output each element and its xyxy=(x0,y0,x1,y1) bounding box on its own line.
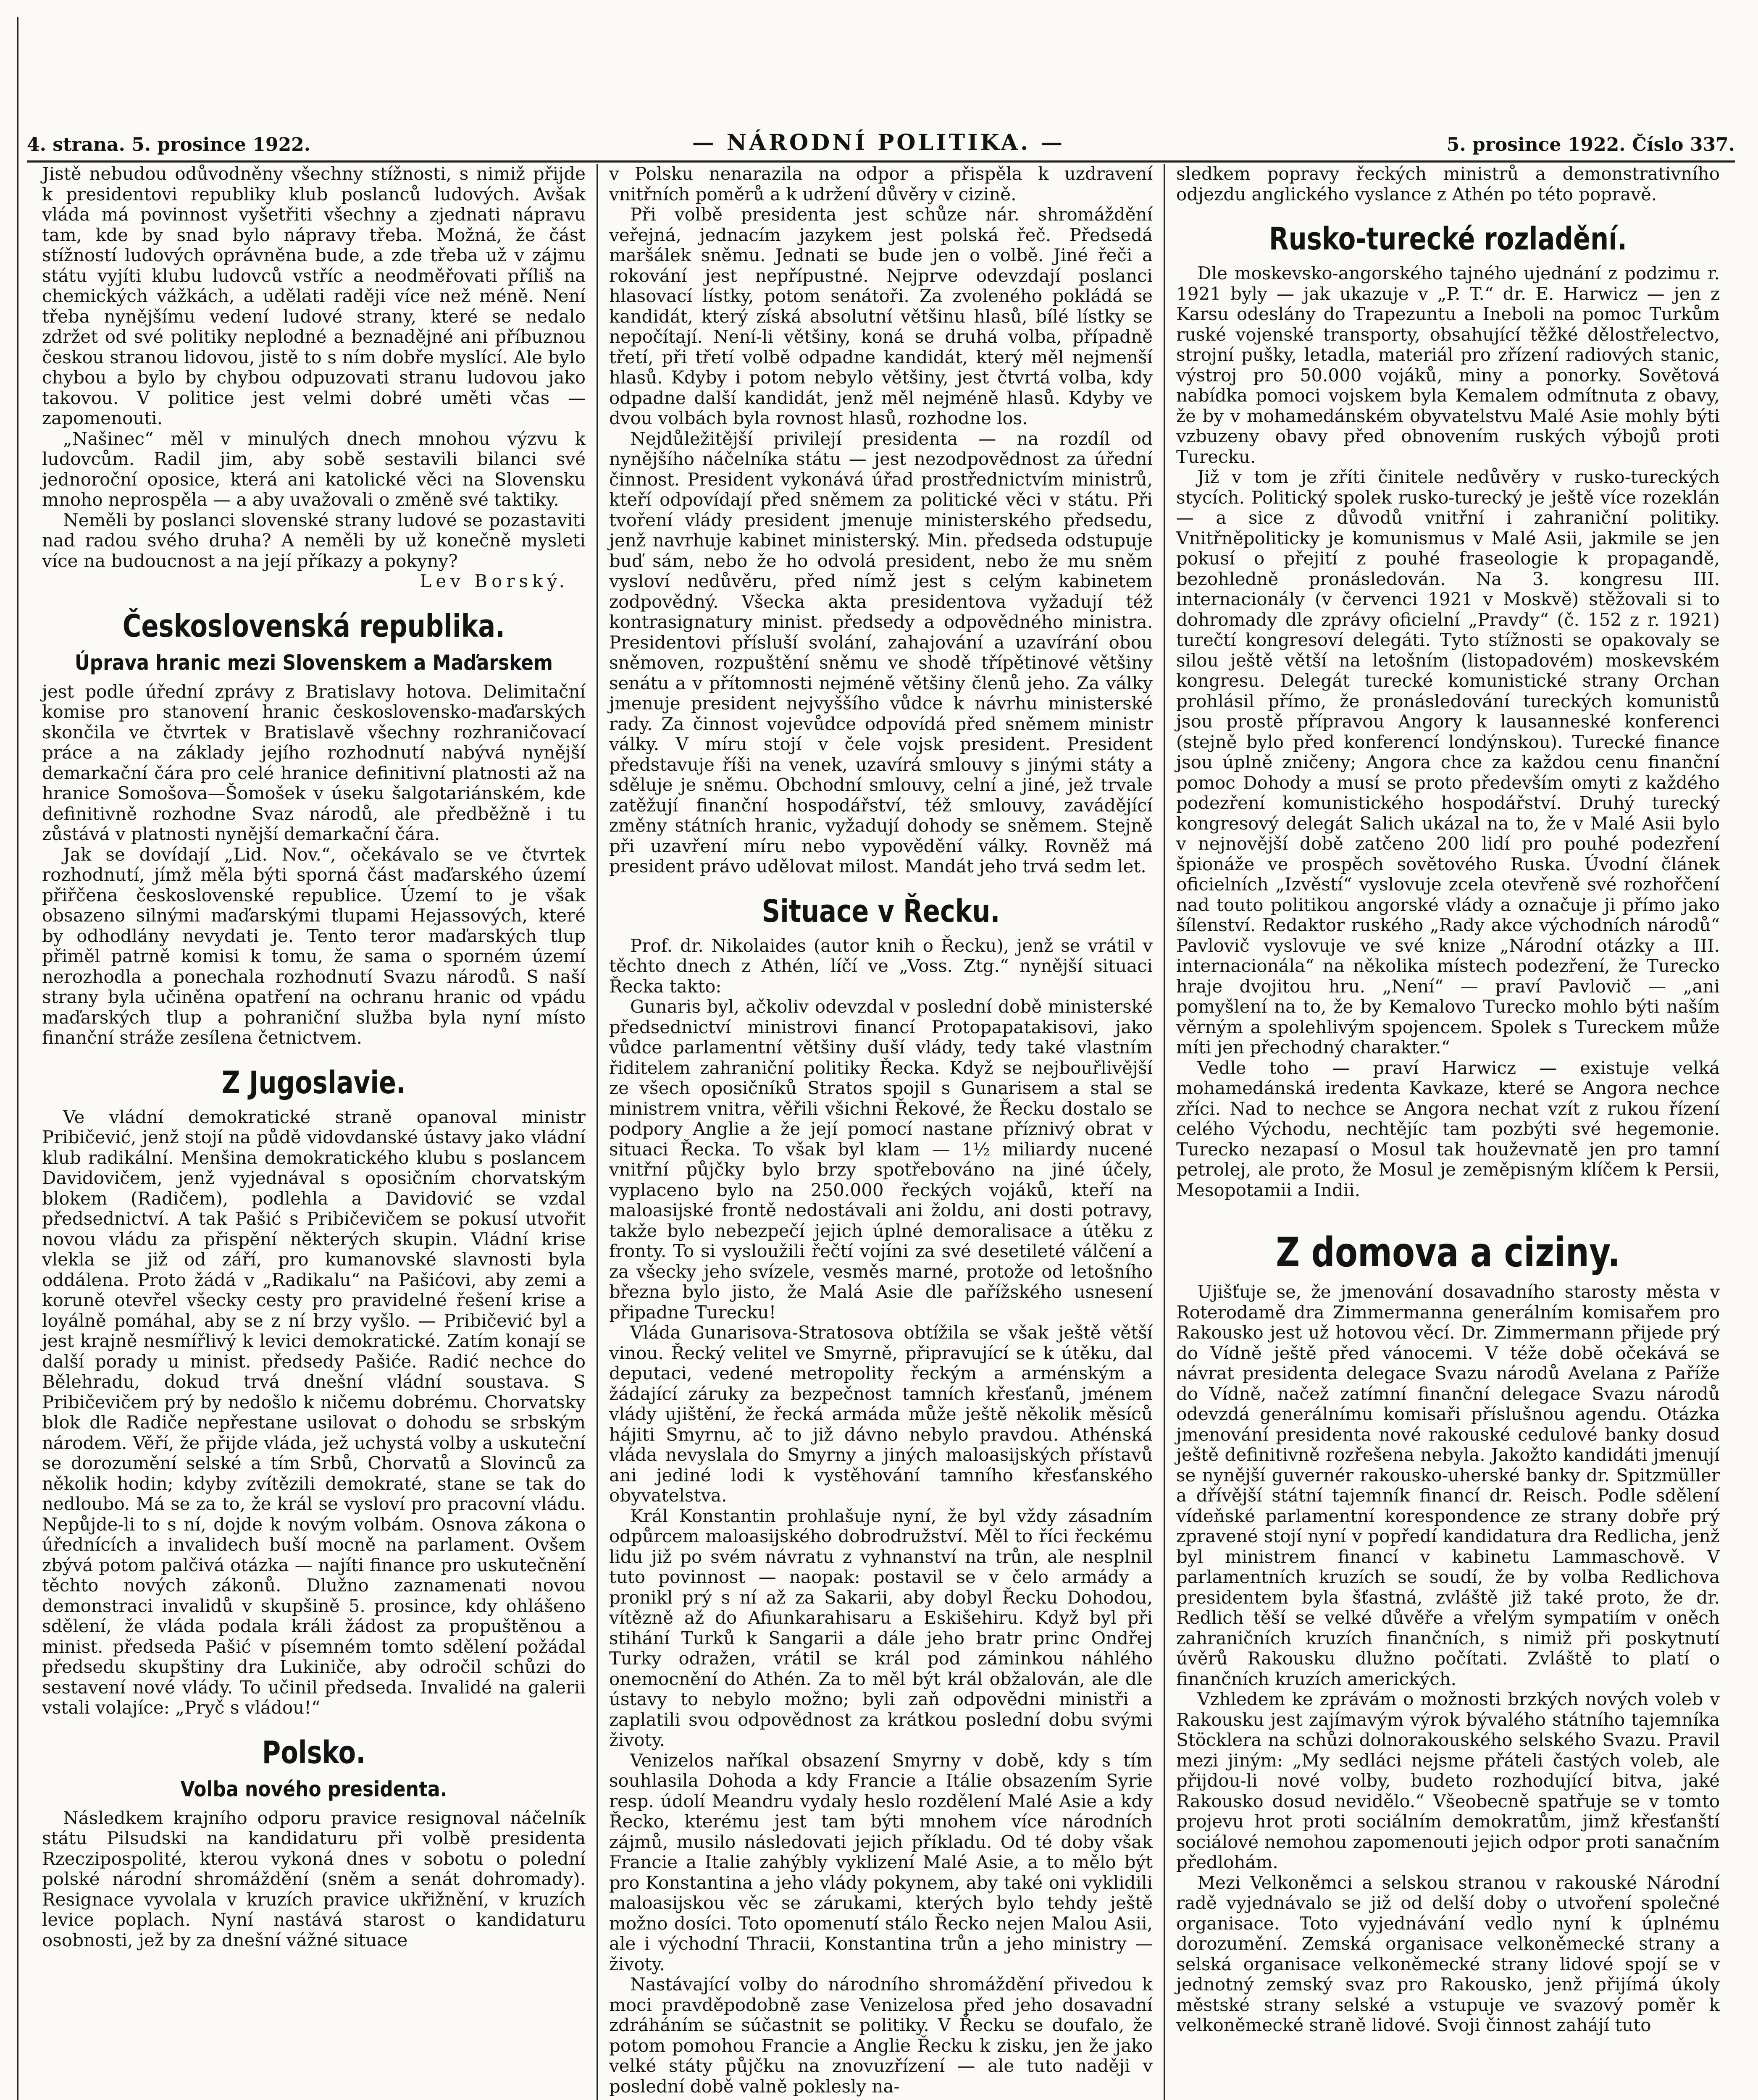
paragraph: sledkem popravy řeckých ministrů a demonstrativního odjezdu anglického vyslance z Athén po této popravě. xyxy=(1176,164,1720,205)
paragraph: „Našinec“ měl v minulých dnech mnohou výzvu k ludovcům. Radil jim, aby sobě sestavili bilanci své jednoroční oposice, která ani katolické věci na Slovensku mnoho neprospěla — a aby uvažovali o změně své taktiky. xyxy=(42,428,586,510)
header-left: 4. strana. 5. prosince 1922. xyxy=(27,134,311,155)
paragraph: Ujišťuje se, že jmenování dosavadního starosty města v Roterodamě dra Zimmermanna generálním komisařem pro Rakousko jest už hotovou věcí. Dr. Zimmermann přijede prý do Vídně ještě před vánocemi. V téže době očekává se návrat presidenta delegace Svazu národů Avelana z Paříže do Vídně, načež zatímní finanční delegace Svazu národů odevzdá generálnímu komisaři příslušnou agendu. Otázka jmenování presidenta nové rakouské cedulové banky dosud ještě definitivně rozřešena nebyla. Jakožto kandidáti jmenují se nynější guvernér rakousko-uherské banky dr. Spitzmüller a dřívější státní tajemník financí dr. Reisch. Podle sdělení vídeňské parlamentní korespondence ze strany dobře prý zpravené stojí nyní v popředí kandidatura dra Redlicha, jenž byl ministrem financí v kabinetu Lammaschově. V parlamentních kruzích se soudí, že by volba Redlichova presidentem byla šťastná, zvláště již také proto, že dr. Redlich těší se velké důvěře a vřelým sympatiím v oněch zahraničních kruzích finančních, s nimiž při poskytnutí úvěrů Rakousku dlužno počítati. Zvláště to platí o finančních kruzích amerických. xyxy=(1176,1281,1720,1689)
paragraph: Neměli by poslanci slovenské strany ludové se pozastaviti nad radou svého druha? A neměli by už konečně mysleti více na budoucnost a na její příkazy a pokyny? xyxy=(42,509,586,571)
paragraph: Jak se dovídají „Lid. Nov.“, očekávalo se ve čtvrtek rozhodnutí, jímž měla býti sporná část maďarského území přiřčena československé republice. Území to je však obsazeno silnými maďarskými tlupami Hejassových, které by odhodlány nevydati je. Tento teror maďarských tlup přiměl patrně komisi k tomu, že sama o sporném území nerozhodla a ponechala rozhodnutí Svazu národů. S naší strany byla učiněna opatření na ochranu hranic od vpádu maďarských tlup a pohraniční služba byla nyní místo finanční stráže zesílena četnictvem. xyxy=(42,844,586,1048)
masthead-title: — NÁRODNÍ POLITIKA. — xyxy=(692,130,1065,155)
page-header xyxy=(27,109,1735,163)
section-heading-greece: Situace v Řecku. xyxy=(762,893,1000,929)
paragraph: jest podle úřední zprávy z Bratislavy hotova. Delimitační komise pro stanovení hranic československo-maďarských skončila ve čtvrtek v Bratislavě všechny rozhraničovací práce a na základy jejího rozhodnutí nabývá nynější demarkační čára pro celé hranice definitivní platnosti až na hranice Somošova—Šomošek v úseku šalgotariánském, kde definitivně rozhodne Svaz národů, ale předběžně i tu zůstává v platnosti nynější demarkační čára. xyxy=(42,681,586,844)
paragraph: Nejdůležitější privilejí presidenta — na rozdíl od nynějšího náčelníka státu — jest nezodpovědnost za úřední činnost. President vykonává úřad prostřednictvím ministrů, kteří odpovídají před sněmem za politické věci v státu. Při tvoření vlády president jmenuje ministerského předsedu, jenž navrhuje kabinet ministerský. Min. předseda odstupuje buď sám, nebo že ho odvolá president, nebo že mu sněm vysloví nedůvěru, před nímž jest s celým kabinetem zodpovědný. Všecka akta presidentova vyžadují též kontrasignatury minist. předsedy a odpovědného ministra. Presidentovi přísluší svolání, zahajování a uzavírání obou sněmoven, rozpuštění sněmu ve shodě třípětinové většiny senátu a v přítomnosti nejméně většiny členů jeho. Za války jmenuje president nejvyššího vůdce k návrhu ministerské rady. Za činnost vojevůdce odpovídá před sněmem ministr války. V míru stojí v čele vojsk president. President představuje říši na venek, uzavírá smlouvy s jinými státy a sděluje je sněmu. Obchodní smlouvy, celní a jiné, jež trvale zatěžují finanční hospodářství, též smlouvy, zavádějící změny státních hranic, vyžadují dohody se sněmem. Stejně při uzavření míru nebo vypovědění války. Rovněž má president právo udělovat milost. Mandát jeho trvá sedm let. xyxy=(609,428,1153,877)
section-heading-yugoslavia: Z Jugoslavie. xyxy=(221,1064,406,1101)
section-heading-czechoslovakia: Československá republika. xyxy=(122,608,505,644)
paragraph: Vzhledem ke zprávám o možnosti brzkých nových voleb v Rakousku jest zajímavým výrok bývalého státního tajemníka Stöcklera na schůzi dolnorakouského selského Svazu. Pravil mezi jiným: „My sedláci nejsme přáteli častých voleb, ale přijdou-li nové volby, budeto rozhodující bitva, jaké Rakousko dosud nevidělo.“ Všeobecně spatřuje se v tomto projevu hrot proti sociálním demokratům, jimž křesťanští sociálové nemohou zapomenouti jejich odpor proti sanačním předlohám. xyxy=(1176,1689,1720,1872)
paragraph: Král Konstantin prohlašuje nyní, že byl vždy zásadním odpůrcem maloasijského dobrodružství. Měl to říci řeckému lidu již po svém návratu z vyhnanství na trůn, ale nesplnil tuto povinnost — naopak: postavil se v čelo armády a pronikl prý s ní až za Sakarii, aby dobyl Řecku Dohodou, vítězně až do Afiunkarahisaru a Eskišehiru. Když byl při stihání Turků k Sangarii a dále jeho bratr princ Ondřej Turky odražen, vrátil se král pod záminkou náhlého onemocnění do Athén. Za to měl být král obžalován, ale dle ústavy to nebylo možno; byli zaň odpovědni ministři a zaplatili svou odpovědnost za krátkou poslední dobu svými životy. xyxy=(609,1505,1153,1750)
paragraph: Venizelos naříkal obsazení Smyrny v době, kdy s tím souhlasila Dohoda a kdy Francie a Itálie obsazením Syrie resp. údolí Meandru vydaly heslo rozdělení Malé Asie a kdy Řecko, kterému jest tam býti mnohem více národních zájmů, musilo následovati jejich příkladu. Od té doby však Francie a Italie zahýbly vyklizení Malé Asie, a to mělo být pro Konstantina a jeho vlády pokynem, aby také oni vyklidili maloasijskou věc se zárukami, kterých bylo tehdy ještě možno dosíci. Toto opomenutí stálo Řecko nejen Malou Asii, ale i východní Thracii, Konstantina trůn a jeho ministry — životy. xyxy=(609,1750,1153,1974)
paragraph: Dle moskevsko-angorského tajného ujednání z podzimu r. 1921 byly — jak ukazuje v „P. T.“ dr. E. Harwicz — jen z Karsu odeslány do Trapezuntu a Ineboli na pomoc Turkům ruské vojenské transporty, obsahující těžké dělostřelectvo, strojní pušky, letadla, materiál pro zřízení radiových stanic, výstroj pro 50.000 vojáků, miny a ponorky. Sovětová nabídka pomoci vojskem byla Kemalem odmítnuta z obavy, že by v mohamedánském obyvatelstvu Malé Asie mohly býti vzbuzeny obavy před obnovením ruských výbojů proti Turecku. xyxy=(1176,263,1720,467)
paragraph: Gunaris byl, ačkoliv odevzdal v poslední době ministerské předsednictví ministrovi financí Protopapatakisovi, jako vůdce parlamentní většiny duší vlády, tedy také vlastním řiditelem zahraniční politiky Řecka. Když se nejbouřlivější ze všech oposičníků Stratos spojil s Gunarisem a stal se ministrem vnitra, věřili všichni Řekové, že Řecku dostalo se podpory Anglie a že její pomocí nastane příznivý obrat v situaci Řecka. To však byl klam — 1½ miliardy nucené vnitřní půjčky bylo brzy spotřebováno na jiné účely, vyplaceno bylo na 250.000 řeckých vojáků, kteří na maloasijské frontě nedostávali ani žoldu, ani dosti potravy, takže bylo nebezpečí jejich úplné demoralisace a útěku z fronty. To si vysloužili řečtí vojíni za své desetileté válčení a za všecky jeho svízele, vesměs marné, protože od letošního března bylo jisto, že Malá Asie dle pařížského usnesení připadne Turecku! xyxy=(609,996,1153,1323)
paragraph: Ve vládní demokratické straně opanoval ministr Pribičević, jenž stojí na půdě vidovdanské ústavy jako vládní klub radikální. Menšina demokratického klubu s poslancem Davidovičem, jenž vyjednával s oposičním chorvatským blokem (Radičem), podlehla a Davidović se vzdal předsednictví. A tak Pašić s Pribičevičem se pokusí utvořit novou vládu za přispění některých skupin. Vládní krise vlekla se již od září, pro kumanovské slavnosti byla oddálena. Proto žádá v „Radikalu“ na Pašićovi, aby zemi a koruně otevřel všecky cesty pro pravidelné řešení krise a loyálně pomáhal, aby se z ní brzy vyšlo. — Pribičević byl a jest krajně nesmířlivý k levici demokratické. Zatím konají se další porady u minist. předsedy Pašiće. Radić nechce do Bělehradu, dokud trvá dnešní vládní soustava. S Pribičevičem prý by nedošlo k ničemu dobrému. Chorvatsky blok dle Radiče nepřestane usilovat o dohodu se srbským národem. Věří, že přijde vláda, jež uchystá volby a uskuteční se dorozumění selské a tím Srbů, Chorvatů a Slovinců za několik hodin; kdyby zvítězili demokraté, stane se tak do nedloubo. Má se za to, že král se vysloví pro pracovní vládu. Nepůjde-li to s ní, dojde k novým volbám. Osnova zákona o úřednících a invalidech buší mocně na parlament. Ovšem zbývá potom palčivá otázka — najíti finance pro uskutečnění těchto nových zákonů. Dlužno zaznamenati novou demonstraci invalidů v skupšině 5. prosince, kdy ohlášeno sdělení, že vláda podala králi žádost za propuštěnou a minist. předseda Pašić v písemném tomto sdělení požádal předsedu skupštiny dra Lukiniče, aby odročil schůzi do sestavení nové vlády. To učinil předseda. Invalidé na galerii vstali volajíce: „Pryč s vládou!“ xyxy=(42,1106,586,1718)
paragraph: Následkem krajního odporu pravice resignoval náčelník státu Pilsudski na kandidaturu při volbě presidenta Rzeczipospolité, kterou vykoná dnes v sobotu o polední polské národní shromáždění (sněm a senát dohromady). Resignace vyvolala v kruzích pravice ukřižnění, v kruzích levice poplach. Nyní nastává starost o kandidaturu osobnosti, jež by za dnešní vážné situace xyxy=(42,1807,586,1950)
paragraph: Již v tom je zříti činitele nedůvěry v rusko-tureckých stycích. Politický spolek rusko-turecký je ještě více rozeklán — a sice z důvodů vnitřní i zahraniční politiky. Vnitřněpoliticky je komunismus v Malé Asii, jakmile se jen pokusí o přejití z pouhé fraseologie k propagandě, bezohledně pronásledován. Na 3. kongresu III. internacionály (v červenci 1921 v Moskvě) stěžovali si to dohromady dle zprávy oficielní „Pravdy“ (č. 152 z r. 1921) turečtí kongresoví delegáti. Tyto stížnosti se opakovaly se silou ještě větší na letošním (listopadovém) moskevském kongresu. Delegát turecké komunistické strany Orchan prohlásil přímo, že pronásledování tureckých komunistů jsou prostě přípravou Angory k lausanneské konferenci (stejně bylo před konferencí londýnskou). Turecké finance jsou úplně zničeny; Angora chce za každou cenu finanční pomoc Dohody a musí se proto především omyti z každého podezření komunistického hospodářství. Druhý turecký kongresový delegát Salich ukázal na to, že v Malé Asii bylo v nejnovější době zatčeno 200 lidí pro pouhé podezření špionáže ve prospěch sovětového Ruska. Úvodní článek oficielních „Izvěstí“ vyslovuje zcela otevřeně své rozhořčení nad touto politikou angorské vlády a označuje ji přímo jako šílenství. Redaktor ruského „Rady akce východních národů“ Pavlovič vyslovuje ve své knize „Národní otázky a III. internacionála“ na několika místech podezření, že Turecko hraje dvojitou hru. „Není“ — praví Pavlovič — „ani pomyšlení na to, že by Kemalovo Turecko mohlo býti naším věrným a spolehlivým spojencem. Spolek s Tureckem může míti jen přechodný charakter.“ xyxy=(1176,467,1720,1058)
column-3 xyxy=(1164,164,1731,2100)
author-signature: Lev Borský. xyxy=(420,571,569,591)
paragraph: Vláda Gunarisova-Stratosova obtížila se však ještě větší vinou. Řecký velitel ve Smyrně, připravující se k útěku, dal deputaci, vedené metropolity řeckým a arménským a žádající záruky za bezpečnost tamních křesťanů, jménem vlády ujištění, že řecká armáda může ještě několik měsíců hájiti Smyrnu, ač to již dávno nebylo pravdou. Athénská vláda nevyslala do Smyrny a jiných maloasijských přístavů ani jediné lodi k vystěhování tamního křesťanského obyvatelstva. xyxy=(609,1322,1153,1506)
section-heading-home-abroad: Z domova a ciziny. xyxy=(1276,1229,1620,1276)
article-subheading: Volba nového presidenta. xyxy=(180,1777,447,1801)
article-subheading: Úprava hranic mezi Slovenskem a Maďarskem xyxy=(74,650,553,675)
column-1 xyxy=(31,164,597,2100)
section-heading-russo-turkish: Rusko-turecké rozladění. xyxy=(1269,221,1627,257)
column-2 xyxy=(597,164,1164,2100)
paragraph: Nastávající volby do národního shromáždění přivedou k moci pravděpodobně zase Venizelosa před jeho dosavadní zdráháním se súčastnit se politiky. V Řecku se doufalo, že potom pomohou Francie a Anglie Řecku k zisku, jen že jako velké státy půjčku na znovuzřízení — ale tuto naději v poslední době valně poklesly na- xyxy=(609,1974,1153,2097)
section-heading-poland: Polsko. xyxy=(262,1734,366,1771)
paragraph: Prof. dr. Nikolaides (autor knih o Řecku), jenž se vrátil v těchto dnech z Athén, líčí ve „Voss. Ztg.“ nynější situaci Řecka takto: xyxy=(609,935,1153,997)
paragraph: Vedle toho — praví Harwicz — existuje velká mohamedánská iredenta Kavkaze, které se Angora nechce zříci. Nad to nechce se Angora nechat vzít z rukou řízení celého Východu, nechtějíc tam pozbýti své hegemonie. Turecko nezapasí o Mosul tak houževnatě jen pro tamní petrolej, ale proto, že Mosul je zeměpisným klíčem k Persii, Mesopotamii a Indii. xyxy=(1176,1057,1720,1200)
paragraph: Mezi Velkoněmci a selskou stranou v rakouské Národní radě vyjednávalo se již od delší doby o utvoření společné organisace. Toto vyjednávání vedlo nyní k úplnému dorozumění. Zemská organisace velkoněmecké strany a selská organisace velkoněmecké strany lidové spojí se v jednotný zemský svaz pro Rakousko, jenž přijímá úkoly městské strany selské a vstupuje ve svazový poměr k velkoněmecké straně lidové. Svoji činnost zahájí tuto xyxy=(1176,1872,1720,2035)
paragraph: Při volbě presidenta jest schůze nár. shromáždění veřejná, jednacím jazykem jest polská řeč. Předsedá maršálek sněmu. Jednati se bude jen o volbě. Jiné řeči a rokování jest nepřípustné. Nejprve odevzdají poslanci hlasovací lístky, potom senátoři. Za zvoleného pokládá se kandidát, který získá absolutní většinu hlasů, bílé lístky se nepočítají. Není-li většiny, koná se druhá volba, případně třetí, při třetí volbě odpadne kandidát, který měl nejmenší hlasů. Kdyby i potom nebylo většiny, jest čtvrtá volba, kdy odpadne další kandidát, jenž měl nejméně hlasů. Kdyby ve dvou volbách byla rovnost hlasů, rozhodne los. xyxy=(609,204,1153,428)
newspaper-page xyxy=(17,17,1743,2100)
article-columns xyxy=(31,164,1731,2100)
paragraph: v Polsku nenarazila na odpor a přispěla k uzdravení vnitřních poměrů a k udržení důvěry v cizině. xyxy=(609,164,1153,205)
header-right: 5. prosince 1922. Číslo 337. xyxy=(1446,134,1735,155)
paragraph: Jistě nebudou odůvodněny všechny stížnosti, s nimiž přijde k presidentovi republiky klub poslanců ludových. Avšak vláda má povinnost vyšetřiti všechny a zjednati nápravu tam, kde by snad bylo nápravy třeba. Možná, že část stížností ludových oprávněna bude, a zde třeba už v zájmu státu vyjíti klubu ludovců vstříc a neodměřovati příliš na chemických vážkách, a udělati raději více než méně. Není třeba nynějšímu vedení ludové strany, které se nedalo zdržet od své politiky neplodné a beznadějné ani příbuznou českou stranou lidovou, jistě to s ním dobře myslící. Ale bylo chybou a bylo by chybou odpuzovati stranu ludovou jako takovou. V politice jest velmi dobré uměti včas — zapomenouti. xyxy=(42,164,586,428)
